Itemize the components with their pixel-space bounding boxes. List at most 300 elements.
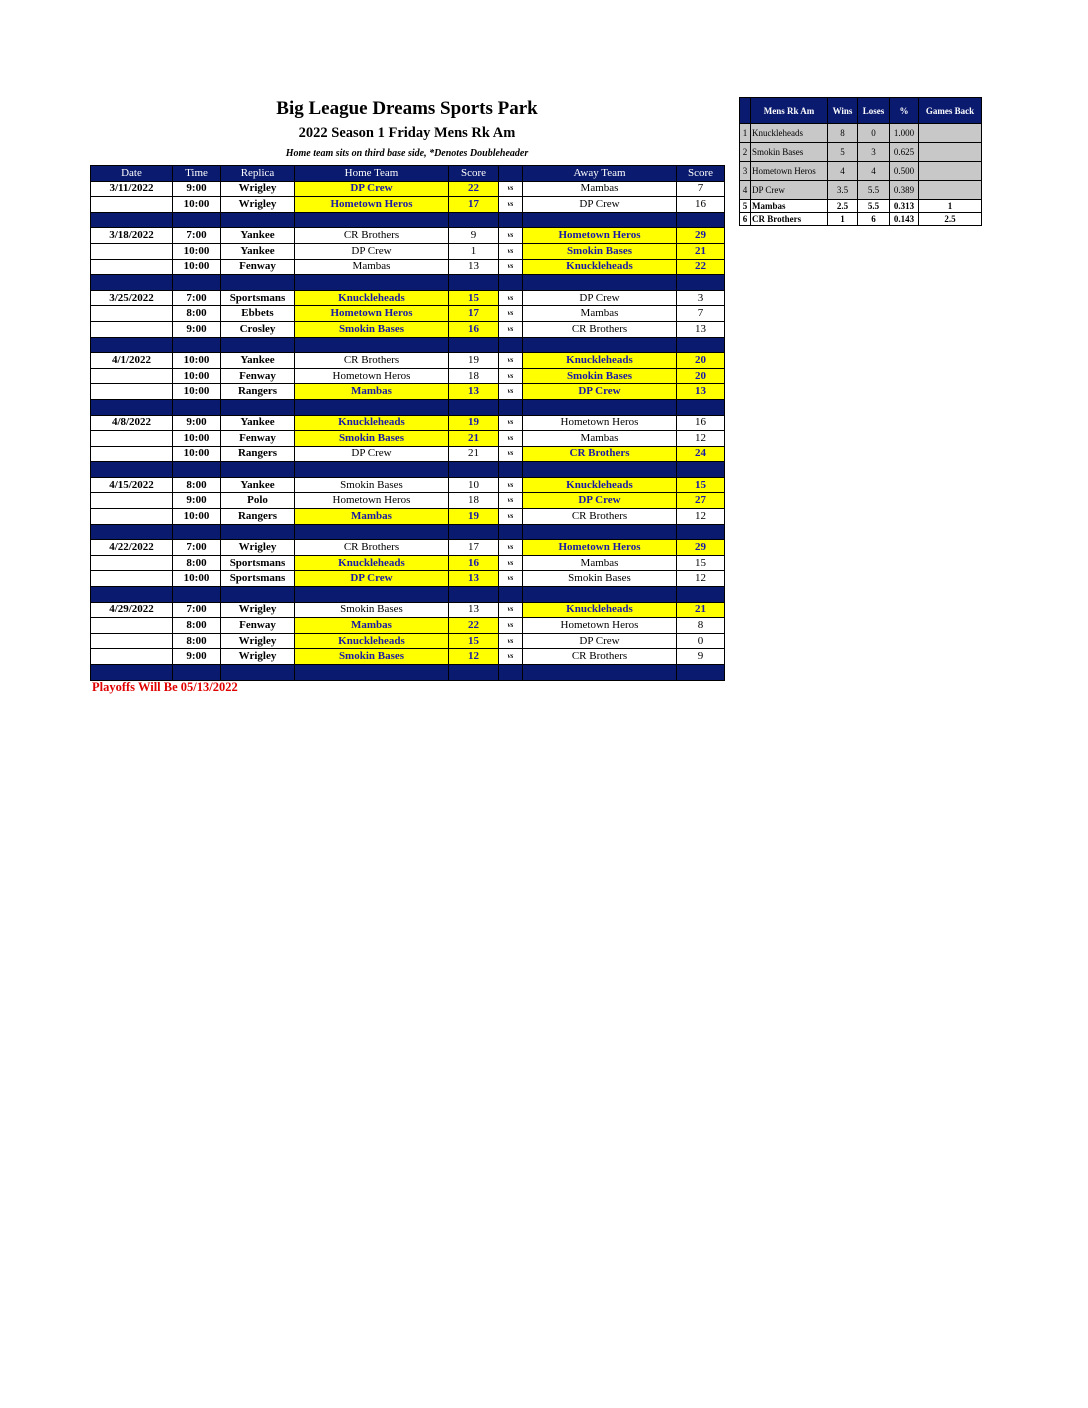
vs-label: vs xyxy=(499,571,523,587)
separator-cell xyxy=(523,399,677,415)
standings-pct: 0.500 xyxy=(890,162,919,181)
game-row xyxy=(91,181,725,197)
standings-col-wins: Wins xyxy=(828,98,858,124)
standings-pct: 0.625 xyxy=(890,143,919,162)
standings-wins: 2.5 xyxy=(828,200,858,213)
game-time: 8:00 xyxy=(173,555,221,571)
game-time: 10:00 xyxy=(173,446,221,462)
standings-row xyxy=(740,181,982,200)
standings-team: DP Crew xyxy=(751,181,828,200)
page-note: Home team sits on third base side, *Denotes Doubleheader xyxy=(285,148,529,159)
standings-team: CR Brothers xyxy=(751,213,828,226)
away-team: Knuckleheads xyxy=(523,259,677,275)
separator-cell xyxy=(173,399,221,415)
vs-label: vs xyxy=(499,290,523,306)
standings-col-team: Mens Rk Am xyxy=(751,98,828,124)
standings-team: Knuckleheads xyxy=(751,124,828,143)
game-time: 9:00 xyxy=(173,649,221,665)
page-title: Big League Dreams Sports Park xyxy=(276,98,538,119)
away-score: 29 xyxy=(677,540,725,556)
standings-losses: 3 xyxy=(858,143,890,162)
away-score: 13 xyxy=(677,384,725,400)
game-replica: Sportsmans xyxy=(221,290,295,306)
game-time: 8:00 xyxy=(173,306,221,322)
game-replica: Crosley xyxy=(221,321,295,337)
separator-cell xyxy=(295,212,449,228)
game-row xyxy=(91,602,725,618)
away-score: 7 xyxy=(677,306,725,322)
vs-label: vs xyxy=(499,368,523,384)
game-date: 4/29/2022 xyxy=(91,602,173,618)
away-team: Hometown Heros xyxy=(523,415,677,431)
game-date xyxy=(91,321,173,337)
game-date xyxy=(91,618,173,634)
away-team: DP Crew xyxy=(523,290,677,306)
standings-team: Hometown Heros xyxy=(751,162,828,181)
standings-table xyxy=(739,97,982,226)
separator-cell xyxy=(295,275,449,291)
away-team: Hometown Heros xyxy=(523,540,677,556)
away-score: 29 xyxy=(677,228,725,244)
col-header-replica: Replica xyxy=(221,166,295,182)
standings-team: Smokin Bases xyxy=(751,143,828,162)
game-row xyxy=(91,493,725,509)
away-score: 7 xyxy=(677,181,725,197)
game-replica: Sportsmans xyxy=(221,555,295,571)
game-replica: Yankee xyxy=(221,477,295,493)
separator-cell xyxy=(523,462,677,478)
separator-cell xyxy=(91,275,173,291)
schedule-table xyxy=(90,165,725,681)
vs-label: vs xyxy=(499,633,523,649)
standings-header-row xyxy=(740,98,982,124)
game-date xyxy=(91,368,173,384)
vs-label: vs xyxy=(499,259,523,275)
schedule-body xyxy=(91,181,725,680)
game-replica: Wrigley xyxy=(221,602,295,618)
away-team: Smokin Bases xyxy=(523,243,677,259)
home-score: 19 xyxy=(449,415,499,431)
game-replica: Yankee xyxy=(221,228,295,244)
separator-cell xyxy=(677,275,725,291)
vs-label: vs xyxy=(499,618,523,634)
game-time: 9:00 xyxy=(173,493,221,509)
away-score: 27 xyxy=(677,493,725,509)
home-team: DP Crew xyxy=(295,181,449,197)
standings-pct: 1.000 xyxy=(890,124,919,143)
home-team: DP Crew xyxy=(295,243,449,259)
standings-col-pct: % xyxy=(890,98,919,124)
game-time: 8:00 xyxy=(173,477,221,493)
game-replica: Rangers xyxy=(221,384,295,400)
game-replica: Wrigley xyxy=(221,540,295,556)
separator-cell xyxy=(499,462,523,478)
standings-games-back xyxy=(919,143,982,162)
game-date xyxy=(91,509,173,525)
col-header-away-score: Score xyxy=(677,166,725,182)
separator-cell xyxy=(91,524,173,540)
away-score: 21 xyxy=(677,602,725,618)
separator-cell xyxy=(677,462,725,478)
game-row xyxy=(91,509,725,525)
away-team: Smokin Bases xyxy=(523,368,677,384)
separator-cell xyxy=(295,524,449,540)
home-score: 21 xyxy=(449,446,499,462)
game-date: 4/22/2022 xyxy=(91,540,173,556)
away-team: Mambas xyxy=(523,306,677,322)
separator-cell xyxy=(295,462,449,478)
away-score: 12 xyxy=(677,571,725,587)
game-replica: Fenway xyxy=(221,259,295,275)
game-row xyxy=(91,431,725,447)
separator-cell xyxy=(449,337,499,353)
away-score: 3 xyxy=(677,290,725,306)
home-team: Hometown Heros xyxy=(295,197,449,213)
away-score: 22 xyxy=(677,259,725,275)
home-team: Knuckleheads xyxy=(295,290,449,306)
vs-label: vs xyxy=(499,540,523,556)
game-time: 9:00 xyxy=(173,181,221,197)
home-team: Smokin Bases xyxy=(295,602,449,618)
home-team: DP Crew xyxy=(295,446,449,462)
home-score: 12 xyxy=(449,649,499,665)
game-date xyxy=(91,431,173,447)
game-row xyxy=(91,259,725,275)
game-row xyxy=(91,321,725,337)
game-time: 10:00 xyxy=(173,368,221,384)
game-date: 3/11/2022 xyxy=(91,181,173,197)
away-score: 15 xyxy=(677,477,725,493)
game-replica: Rangers xyxy=(221,446,295,462)
page-subtitle: 2022 Season 1 Friday Mens Rk Am xyxy=(298,125,516,141)
away-team: CR Brothers xyxy=(523,321,677,337)
separator-cell xyxy=(523,212,677,228)
week-separator-row xyxy=(91,665,725,681)
vs-label: vs xyxy=(499,197,523,213)
separator-cell xyxy=(677,587,725,603)
standings-pct: 0.389 xyxy=(890,181,919,200)
separator-cell xyxy=(221,337,295,353)
separator-cell xyxy=(221,524,295,540)
game-time: 8:00 xyxy=(173,618,221,634)
away-score: 0 xyxy=(677,633,725,649)
standings-team: Mambas xyxy=(751,200,828,213)
standings-games-back xyxy=(919,124,982,143)
game-date: 3/18/2022 xyxy=(91,228,173,244)
standings-row xyxy=(740,200,982,213)
home-team: CR Brothers xyxy=(295,353,449,369)
separator-cell xyxy=(499,587,523,603)
separator-cell xyxy=(91,337,173,353)
separator-cell xyxy=(221,212,295,228)
separator-cell xyxy=(677,212,725,228)
separator-cell xyxy=(91,587,173,603)
home-team: Smokin Bases xyxy=(295,431,449,447)
separator-cell xyxy=(173,462,221,478)
separator-cell xyxy=(221,275,295,291)
home-team: CR Brothers xyxy=(295,540,449,556)
game-replica: Wrigley xyxy=(221,197,295,213)
home-score: 10 xyxy=(449,477,499,493)
separator-cell xyxy=(221,399,295,415)
game-date xyxy=(91,384,173,400)
away-team: CR Brothers xyxy=(523,509,677,525)
vs-label: vs xyxy=(499,228,523,244)
away-score: 20 xyxy=(677,368,725,384)
separator-cell xyxy=(523,337,677,353)
vs-label: vs xyxy=(499,415,523,431)
home-team: Mambas xyxy=(295,509,449,525)
separator-cell xyxy=(295,337,449,353)
separator-cell xyxy=(499,524,523,540)
game-row xyxy=(91,571,725,587)
home-score: 15 xyxy=(449,633,499,649)
separator-cell xyxy=(677,665,725,681)
col-header-vs xyxy=(499,166,523,182)
game-date: 4/8/2022 xyxy=(91,415,173,431)
standings-row xyxy=(740,213,982,226)
separator-cell xyxy=(173,212,221,228)
home-team: Smokin Bases xyxy=(295,321,449,337)
separator-cell xyxy=(499,665,523,681)
col-header-home-score: Score xyxy=(449,166,499,182)
game-row xyxy=(91,353,725,369)
standings-wins: 5 xyxy=(828,143,858,162)
game-row xyxy=(91,306,725,322)
separator-cell xyxy=(295,399,449,415)
separator-cell xyxy=(295,587,449,603)
separator-cell xyxy=(449,212,499,228)
game-replica: Wrigley xyxy=(221,181,295,197)
standings-wins: 8 xyxy=(828,124,858,143)
game-row xyxy=(91,368,725,384)
standings-games-back: 2.5 xyxy=(919,213,982,226)
standings-row xyxy=(740,143,982,162)
game-replica: Yankee xyxy=(221,243,295,259)
game-row xyxy=(91,649,725,665)
home-score: 9 xyxy=(449,228,499,244)
away-team: Mambas xyxy=(523,181,677,197)
separator-cell xyxy=(173,275,221,291)
game-time: 9:00 xyxy=(173,415,221,431)
playoffs-note: Playoffs Will Be 05/13/2022 xyxy=(92,680,238,694)
home-team: Mambas xyxy=(295,384,449,400)
home-score: 15 xyxy=(449,290,499,306)
home-team: Knuckleheads xyxy=(295,633,449,649)
game-row xyxy=(91,197,725,213)
home-score: 19 xyxy=(449,509,499,525)
separator-cell xyxy=(449,524,499,540)
standings-games-back xyxy=(919,162,982,181)
game-date xyxy=(91,555,173,571)
game-date xyxy=(91,197,173,213)
standings-wins: 1 xyxy=(828,213,858,226)
game-row xyxy=(91,290,725,306)
game-replica: Fenway xyxy=(221,618,295,634)
separator-cell xyxy=(449,462,499,478)
home-team: DP Crew xyxy=(295,571,449,587)
week-separator-row xyxy=(91,399,725,415)
game-date xyxy=(91,446,173,462)
separator-cell xyxy=(449,399,499,415)
game-replica: Yankee xyxy=(221,415,295,431)
home-score: 13 xyxy=(449,259,499,275)
game-row xyxy=(91,446,725,462)
standings-rank: 6 xyxy=(740,213,751,226)
vs-label: vs xyxy=(499,477,523,493)
vs-label: vs xyxy=(499,321,523,337)
separator-cell xyxy=(173,665,221,681)
game-date xyxy=(91,243,173,259)
standings-rank: 3 xyxy=(740,162,751,181)
separator-cell xyxy=(295,665,449,681)
home-team: Knuckleheads xyxy=(295,415,449,431)
game-row xyxy=(91,555,725,571)
game-time: 7:00 xyxy=(173,602,221,618)
away-team: DP Crew xyxy=(523,384,677,400)
home-team: Smokin Bases xyxy=(295,649,449,665)
separator-cell xyxy=(221,665,295,681)
game-replica: Sportsmans xyxy=(221,571,295,587)
standings-rank: 2 xyxy=(740,143,751,162)
vs-label: vs xyxy=(499,181,523,197)
game-replica: Fenway xyxy=(221,368,295,384)
home-score: 17 xyxy=(449,306,499,322)
game-time: 7:00 xyxy=(173,228,221,244)
separator-cell xyxy=(449,665,499,681)
home-team: Hometown Heros xyxy=(295,368,449,384)
game-replica: Polo xyxy=(221,493,295,509)
col-header-time: Time xyxy=(173,166,221,182)
game-replica: Wrigley xyxy=(221,649,295,665)
separator-cell xyxy=(221,587,295,603)
vs-label: vs xyxy=(499,493,523,509)
game-date: 3/25/2022 xyxy=(91,290,173,306)
standings-wins: 3.5 xyxy=(828,181,858,200)
game-date: 4/1/2022 xyxy=(91,353,173,369)
standings-row xyxy=(740,124,982,143)
game-time: 10:00 xyxy=(173,431,221,447)
week-separator-row xyxy=(91,275,725,291)
standings-losses: 6 xyxy=(858,213,890,226)
standings-body xyxy=(740,124,982,226)
vs-label: vs xyxy=(499,243,523,259)
away-score: 9 xyxy=(677,649,725,665)
separator-cell xyxy=(449,275,499,291)
separator-cell xyxy=(91,399,173,415)
week-separator-row xyxy=(91,212,725,228)
away-team: Smokin Bases xyxy=(523,571,677,587)
away-score: 13 xyxy=(677,321,725,337)
vs-label: vs xyxy=(499,509,523,525)
away-team: CR Brothers xyxy=(523,446,677,462)
col-header-away-team: Away Team xyxy=(523,166,677,182)
game-time: 10:00 xyxy=(173,259,221,275)
standings-rank: 5 xyxy=(740,200,751,213)
away-team: DP Crew xyxy=(523,493,677,509)
standings-rank: 1 xyxy=(740,124,751,143)
home-score: 13 xyxy=(449,571,499,587)
week-separator-row xyxy=(91,337,725,353)
away-score: 12 xyxy=(677,431,725,447)
separator-cell xyxy=(91,665,173,681)
game-row xyxy=(91,228,725,244)
home-score: 22 xyxy=(449,181,499,197)
home-team: Smokin Bases xyxy=(295,477,449,493)
away-score: 24 xyxy=(677,446,725,462)
away-score: 12 xyxy=(677,509,725,525)
game-time: 10:00 xyxy=(173,353,221,369)
game-replica: Ebbets xyxy=(221,306,295,322)
vs-label: vs xyxy=(499,649,523,665)
game-time: 10:00 xyxy=(173,243,221,259)
away-team: Hometown Heros xyxy=(523,228,677,244)
away-team: Knuckleheads xyxy=(523,353,677,369)
week-separator-row xyxy=(91,462,725,478)
away-score: 16 xyxy=(677,197,725,213)
home-score: 22 xyxy=(449,618,499,634)
home-team: Hometown Heros xyxy=(295,493,449,509)
game-row xyxy=(91,540,725,556)
standings-wins: 4 xyxy=(828,162,858,181)
standings-rank: 4 xyxy=(740,181,751,200)
game-time: 10:00 xyxy=(173,197,221,213)
game-row xyxy=(91,415,725,431)
separator-cell xyxy=(173,587,221,603)
away-team: DP Crew xyxy=(523,633,677,649)
separator-cell xyxy=(677,399,725,415)
standings-games-back xyxy=(919,181,982,200)
game-time: 10:00 xyxy=(173,384,221,400)
away-score: 8 xyxy=(677,618,725,634)
game-date xyxy=(91,493,173,509)
vs-label: vs xyxy=(499,353,523,369)
home-score: 18 xyxy=(449,493,499,509)
separator-cell xyxy=(523,275,677,291)
separator-cell xyxy=(523,524,677,540)
game-date xyxy=(91,571,173,587)
vs-label: vs xyxy=(499,446,523,462)
game-row xyxy=(91,633,725,649)
vs-label: vs xyxy=(499,431,523,447)
separator-cell xyxy=(91,212,173,228)
away-team: Mambas xyxy=(523,431,677,447)
week-separator-row xyxy=(91,587,725,603)
standings-losses: 0 xyxy=(858,124,890,143)
separator-cell xyxy=(221,462,295,478)
separator-cell xyxy=(523,587,677,603)
separator-cell xyxy=(173,337,221,353)
standings-pct: 0.143 xyxy=(890,213,919,226)
game-row xyxy=(91,618,725,634)
away-team: Knuckleheads xyxy=(523,602,677,618)
home-score: 1 xyxy=(449,243,499,259)
separator-cell xyxy=(523,665,677,681)
separator-cell xyxy=(499,399,523,415)
game-time: 7:00 xyxy=(173,290,221,306)
game-time: 9:00 xyxy=(173,321,221,337)
game-row xyxy=(91,243,725,259)
away-team: CR Brothers xyxy=(523,649,677,665)
game-time: 10:00 xyxy=(173,571,221,587)
home-team: Mambas xyxy=(295,259,449,275)
away-score: 21 xyxy=(677,243,725,259)
home-score: 18 xyxy=(449,368,499,384)
game-date xyxy=(91,633,173,649)
home-team: Hometown Heros xyxy=(295,306,449,322)
separator-cell xyxy=(499,337,523,353)
away-team: Mambas xyxy=(523,555,677,571)
